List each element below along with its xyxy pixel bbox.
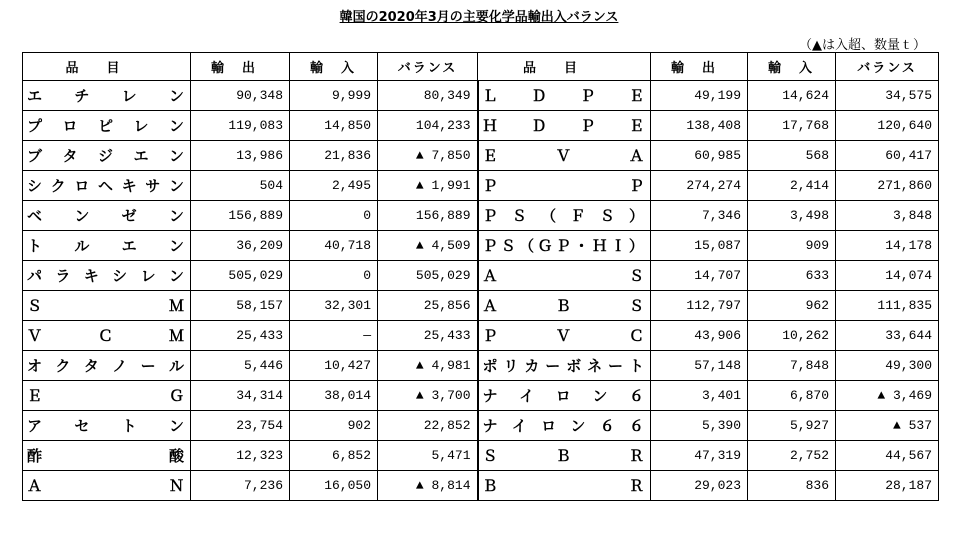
balance-value: ▲ 1,991 bbox=[378, 171, 478, 201]
table-row bbox=[23, 411, 939, 441]
header-export: 輸出 bbox=[651, 53, 748, 81]
item-name bbox=[23, 291, 191, 321]
balance-value: 14,074 bbox=[836, 261, 939, 291]
table-row bbox=[23, 441, 939, 471]
import-value: 902 bbox=[290, 411, 378, 441]
table-row bbox=[23, 291, 939, 321]
balance-value: ▲ 537 bbox=[836, 411, 939, 441]
export-value: 7,236 bbox=[191, 471, 290, 501]
item-name-text: ナ イ ロ ン ６ ６ bbox=[482, 417, 644, 435]
item-name-text: ポ リ カ ー ボ ネ ー ト bbox=[482, 357, 644, 375]
item-name-text: Ａ Ｂ Ｓ bbox=[482, 297, 644, 315]
export-value: 36,209 bbox=[191, 231, 290, 261]
item-name-text: ア セ ト ン bbox=[27, 417, 184, 435]
item-name-text: パ ラ キ シ レ ン bbox=[27, 267, 184, 285]
item-name bbox=[478, 231, 651, 261]
balance-value: ▲ 8,814 bbox=[378, 471, 478, 501]
import-value: 909 bbox=[748, 231, 836, 261]
item-name-text: Ｐ Ｖ Ｃ bbox=[482, 327, 644, 345]
export-value: 274,274 bbox=[651, 171, 748, 201]
import-value: 17,768 bbox=[748, 111, 836, 141]
import-value: 0 bbox=[290, 201, 378, 231]
import-value: 14,850 bbox=[290, 111, 378, 141]
balance-value: 28,187 bbox=[836, 471, 939, 501]
item-name bbox=[478, 111, 651, 141]
balance-value: 5,471 bbox=[378, 441, 478, 471]
import-value: 16,050 bbox=[290, 471, 378, 501]
item-name bbox=[478, 171, 651, 201]
item-name bbox=[478, 321, 651, 351]
balance-value: 33,644 bbox=[836, 321, 939, 351]
export-value: 156,889 bbox=[191, 201, 290, 231]
export-value: 25,433 bbox=[191, 321, 290, 351]
header-item: 品目 bbox=[23, 53, 191, 81]
header-import: 輸入 bbox=[748, 53, 836, 81]
balance-value: 14,178 bbox=[836, 231, 939, 261]
balance-value: 22,852 bbox=[378, 411, 478, 441]
balance-value: 111,835 bbox=[836, 291, 939, 321]
item-name bbox=[23, 321, 191, 351]
item-name bbox=[23, 231, 191, 261]
table-row bbox=[23, 471, 939, 501]
header-balance: バランス bbox=[836, 53, 939, 81]
export-value: 5,390 bbox=[651, 411, 748, 441]
table-row bbox=[23, 171, 939, 201]
export-value: 504 bbox=[191, 171, 290, 201]
import-value: 633 bbox=[748, 261, 836, 291]
balance-table bbox=[22, 52, 939, 501]
table-row bbox=[23, 111, 939, 141]
item-name bbox=[478, 201, 651, 231]
item-name-text: プ ロ ピ レ ン bbox=[27, 117, 184, 135]
import-value: 0 bbox=[290, 261, 378, 291]
import-value: 32,301 bbox=[290, 291, 378, 321]
balance-value: 505,029 bbox=[378, 261, 478, 291]
balance-value: 271,860 bbox=[836, 171, 939, 201]
balance-value: 80,349 bbox=[378, 81, 478, 111]
item-name bbox=[478, 81, 651, 111]
item-name-text: Ｐ Ｐ bbox=[482, 177, 644, 195]
import-value: 6,852 bbox=[290, 441, 378, 471]
item-name bbox=[478, 141, 651, 171]
item-name-text: Ｂ Ｒ bbox=[482, 477, 644, 495]
item-name bbox=[478, 291, 651, 321]
header-balance: バランス bbox=[378, 53, 478, 81]
header-item: 品目 bbox=[478, 53, 651, 81]
table-row bbox=[23, 261, 939, 291]
balance-value: ▲ 7,850 bbox=[378, 141, 478, 171]
item-name bbox=[23, 81, 191, 111]
import-value: 6,870 bbox=[748, 381, 836, 411]
item-name-text: Ａ Ｓ bbox=[482, 267, 644, 285]
export-value: 7,346 bbox=[651, 201, 748, 231]
export-value: 57,148 bbox=[651, 351, 748, 381]
balance-value: 60,417 bbox=[836, 141, 939, 171]
item-name bbox=[23, 351, 191, 381]
import-value: 40,718 bbox=[290, 231, 378, 261]
export-value: 119,083 bbox=[191, 111, 290, 141]
export-value: 60,985 bbox=[651, 141, 748, 171]
balance-value: ▲ 4,509 bbox=[378, 231, 478, 261]
import-value: 14,624 bbox=[748, 81, 836, 111]
import-value: 2,495 bbox=[290, 171, 378, 201]
item-name bbox=[478, 261, 651, 291]
table-row bbox=[23, 141, 939, 171]
import-value: 9,999 bbox=[290, 81, 378, 111]
import-value: 10,427 bbox=[290, 351, 378, 381]
item-name bbox=[478, 441, 651, 471]
export-value: 49,199 bbox=[651, 81, 748, 111]
header-import: 輸入 bbox=[290, 53, 378, 81]
balance-value: 156,889 bbox=[378, 201, 478, 231]
table-row bbox=[23, 201, 939, 231]
import-value: 962 bbox=[748, 291, 836, 321]
item-name-text: Ｈ Ｄ Ｐ Ｅ bbox=[482, 117, 644, 135]
item-name bbox=[478, 381, 651, 411]
table-row bbox=[23, 381, 939, 411]
table-row bbox=[23, 231, 939, 261]
page-title: 韓国の2020年3月の主要化学品輸出入バランス bbox=[339, 10, 619, 25]
balance-value: ▲ 3,469 bbox=[836, 381, 939, 411]
item-name bbox=[23, 261, 191, 291]
balance-value: 44,567 bbox=[836, 441, 939, 471]
balance-value: 3,848 bbox=[836, 201, 939, 231]
item-name-text: ト ル エ ン bbox=[27, 237, 184, 255]
table-row bbox=[23, 351, 939, 381]
item-name-text: Ｐ Ｓ （ Ｇ Ｐ ・ Ｈ Ｉ ） bbox=[482, 237, 644, 255]
export-value: 29,023 bbox=[651, 471, 748, 501]
item-name-text: シ ク ロ ヘ キ サ ン bbox=[27, 177, 184, 195]
import-value: 836 bbox=[748, 471, 836, 501]
import-value: 38,014 bbox=[290, 381, 378, 411]
item-name-text: ベ ン ゼ ン bbox=[27, 207, 184, 225]
item-name bbox=[23, 441, 191, 471]
item-name-text: Ｅ Ｇ bbox=[27, 387, 184, 405]
balance-value: 120,640 bbox=[836, 111, 939, 141]
item-name-text: 酢 酸 bbox=[27, 447, 184, 465]
item-name-text: ナ イ ロ ン ６ bbox=[482, 387, 644, 405]
import-value: 2,752 bbox=[748, 441, 836, 471]
item-name-text: Ｖ Ｃ Ｍ bbox=[27, 327, 184, 345]
table-header-row bbox=[23, 53, 939, 81]
export-value: 43,906 bbox=[651, 321, 748, 351]
item-name-text: Ｓ Ｍ bbox=[27, 297, 184, 315]
item-name bbox=[23, 201, 191, 231]
item-name bbox=[23, 411, 191, 441]
balance-value: ▲ 3,700 bbox=[378, 381, 478, 411]
balance-value: 104,233 bbox=[378, 111, 478, 141]
import-value: 2,414 bbox=[748, 171, 836, 201]
item-name-text: Ｌ Ｄ Ｐ Ｅ bbox=[482, 87, 644, 105]
export-value: 58,157 bbox=[191, 291, 290, 321]
export-value: 90,348 bbox=[191, 81, 290, 111]
import-value: 7,848 bbox=[748, 351, 836, 381]
export-value: 3,401 bbox=[651, 381, 748, 411]
item-name bbox=[23, 471, 191, 501]
export-value: 47,319 bbox=[651, 441, 748, 471]
import-value: 5,927 bbox=[748, 411, 836, 441]
item-name bbox=[478, 471, 651, 501]
item-name-text: オ ク タ ノ ー ル bbox=[27, 357, 184, 375]
export-value: 5,446 bbox=[191, 351, 290, 381]
export-value: 14,707 bbox=[651, 261, 748, 291]
unit-note: （▲は入超、数量ｔ） bbox=[799, 38, 926, 53]
item-name-text: エ チ レ ン bbox=[27, 87, 184, 105]
item-name-text: Ｐ Ｓ （ Ｆ Ｓ ） bbox=[482, 207, 644, 225]
item-name-text: Ｓ Ｂ Ｒ bbox=[482, 447, 644, 465]
item-name bbox=[23, 141, 191, 171]
header-export: 輸出 bbox=[191, 53, 290, 81]
table-body bbox=[23, 81, 939, 501]
import-value: — bbox=[290, 321, 378, 351]
import-value: 568 bbox=[748, 141, 836, 171]
export-value: 505,029 bbox=[191, 261, 290, 291]
balance-value: 25,433 bbox=[378, 321, 478, 351]
item-name bbox=[478, 351, 651, 381]
import-value: 3,498 bbox=[748, 201, 836, 231]
export-value: 138,408 bbox=[651, 111, 748, 141]
item-name-text: Ａ Ｎ bbox=[27, 477, 184, 495]
export-value: 23,754 bbox=[191, 411, 290, 441]
export-value: 12,323 bbox=[191, 441, 290, 471]
balance-value: 25,856 bbox=[378, 291, 478, 321]
item-name-text: Ｅ Ｖ Ａ bbox=[482, 147, 644, 165]
import-value: 21,836 bbox=[290, 141, 378, 171]
item-name bbox=[478, 411, 651, 441]
table-row bbox=[23, 321, 939, 351]
item-name bbox=[23, 381, 191, 411]
export-value: 112,797 bbox=[651, 291, 748, 321]
item-name bbox=[23, 111, 191, 141]
import-value: 10,262 bbox=[748, 321, 836, 351]
export-value: 34,314 bbox=[191, 381, 290, 411]
item-name-text: ブ タ ジ エ ン bbox=[27, 147, 184, 165]
item-name bbox=[23, 171, 191, 201]
balance-value: 49,300 bbox=[836, 351, 939, 381]
export-value: 15,087 bbox=[651, 231, 748, 261]
table-row bbox=[23, 81, 939, 111]
balance-value: 34,575 bbox=[836, 81, 939, 111]
balance-value: ▲ 4,981 bbox=[378, 351, 478, 381]
export-value: 13,986 bbox=[191, 141, 290, 171]
